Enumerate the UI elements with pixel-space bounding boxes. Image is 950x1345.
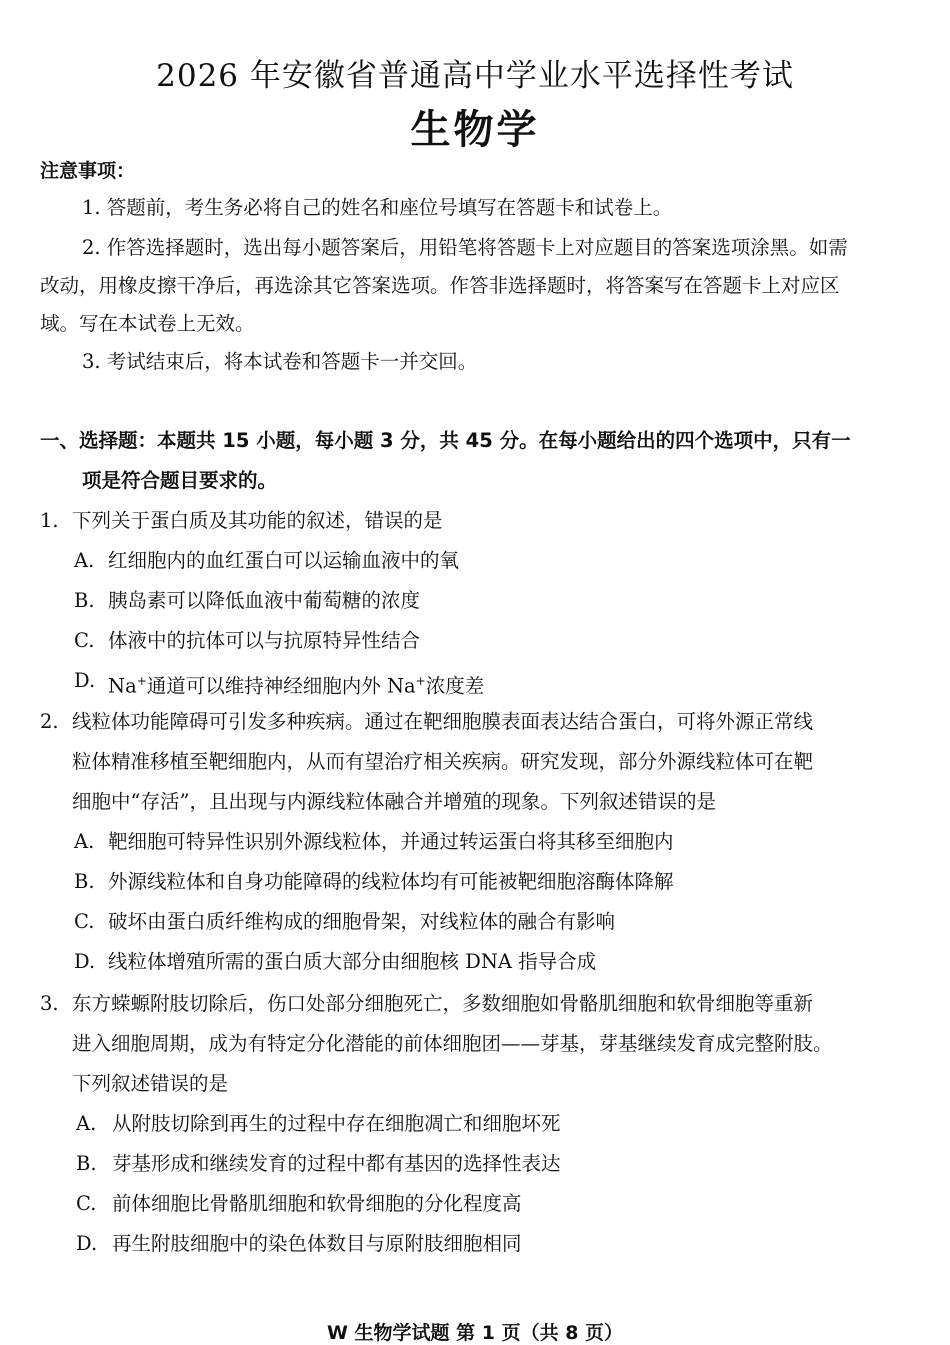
option-d-text-pre: Na: [108, 674, 137, 698]
option-letter: B.: [74, 870, 95, 893]
option-a-text: 红细胞内的血红蛋白可以运输血液中的氧: [108, 549, 460, 572]
option-letter: C.: [76, 1192, 97, 1215]
notice-item-2-line-2: 改动，用橡皮擦干净后，再选涂其它答案选项。作答非选择题时，将答案写在答题卡上对应区: [40, 274, 840, 297]
option-letter: B.: [74, 589, 95, 612]
option-d-text: [108, 669, 484, 699]
page-footer: W 生物学试题 第 1 页（共 8 页）: [326, 1322, 624, 1344]
option-b-text: 芽基形成和继续发育的过程中都有基因的选择性表达: [112, 1152, 561, 1175]
exam-title: 2026 年安徽省普通高中学业水平选择性考试: [156, 58, 794, 94]
question-stem-line: 细胞中“存活”，且出现与内源线粒体融合并增殖的现象。下列叙述错误的是: [72, 790, 716, 813]
question-number: 2.: [40, 710, 59, 733]
question-stem-line: 东方蝾螈附肢切除后，伤口处部分细胞死亡，多数细胞如骨骼肌细胞和软骨细胞等重新: [72, 992, 814, 1015]
option-letter: B.: [76, 1152, 97, 1175]
section-heading: [40, 421, 912, 501]
notice-heading: 注意事项：: [40, 160, 136, 182]
notice-item-2-line-1: 2. 作答选择题时，选出每小题答案后，用铅笔将答题卡上对应题目的答案选项涂黑。如需: [82, 236, 848, 259]
option-b-text: 外源线粒体和自身功能障碍的线粒体均有可能被靶细胞溶酶体降解: [108, 870, 674, 893]
notice-item-3: 3. 考试结束后，将本试卷和答题卡一并交回。: [82, 350, 478, 373]
notice-item-2-line-3: 域。写在本试卷上无效。: [40, 312, 255, 335]
question-stem-line: 粒体精准移植至靶细胞内，从而有望治疗相关疾病。研究发现，部分外源线粒体可在靶: [72, 750, 814, 773]
option-letter: C.: [74, 629, 95, 652]
option-letter: D.: [76, 1232, 98, 1255]
option-d-text: 线粒体增殖所需的蛋白质大部分由细胞核 DNA 指导合成: [108, 950, 597, 973]
question-number: 1.: [40, 509, 59, 532]
option-letter: D.: [74, 950, 96, 973]
option-a-text: 靶细胞可特异性识别外源线粒体，并通过转运蛋白将其移至细胞内: [108, 830, 674, 853]
option-d-text-mid: 通道可以维持神经细胞内外 Na: [146, 674, 416, 698]
option-d-text-post: 浓度差: [425, 674, 485, 698]
option-a-text: 从附肢切除到再生的过程中存在细胞凋亡和细胞坏死: [112, 1112, 561, 1135]
section-heading-line-2: 项是符合题目要求的。: [82, 469, 278, 492]
question-stem-line: 线粒体功能障碍可引发多种疾病。通过在靶细胞膜表面表达结合蛋白，可将外源正常线: [72, 710, 814, 733]
option-b-text: 胰岛素可以降低血液中葡萄糖的浓度: [108, 589, 421, 612]
superscript-plus: +: [136, 674, 147, 688]
subject-title: 生物学: [410, 107, 540, 153]
question-number: 3.: [40, 992, 59, 1015]
option-letter: C.: [74, 910, 95, 933]
option-d-text: 再生附肢细胞中的染色体数目与原附肢细胞相同: [112, 1232, 522, 1255]
question-stem-line: 进入细胞周期，成为有特定分化潜能的前体细胞团——芽基，芽基继续发育成完整附肢。: [72, 1032, 833, 1055]
option-letter: A.: [74, 549, 95, 572]
option-c-text: 前体细胞比骨骼肌细胞和软骨细胞的分化程度高: [112, 1192, 522, 1215]
option-letter: A.: [74, 830, 95, 853]
question-stem-line: 下列关于蛋白质及其功能的叙述，错误的是: [72, 509, 443, 532]
option-c-text: 体液中的抗体可以与抗原特异性结合: [108, 629, 421, 652]
section-heading-line-1: 一、选择题：本题共 15 小题，每小题 3 分，共 45 分。在每小题给出的四个选项中，只有一: [40, 429, 851, 452]
notice-item-1: 1. 答题前，考生务必将自己的姓名和座位号填写在答题卡和试卷上。: [82, 196, 673, 219]
option-letter: D.: [74, 669, 96, 692]
question-stem-line: 下列叙述错误的是: [72, 1072, 229, 1095]
option-letter: A.: [76, 1112, 97, 1135]
superscript-plus: +: [415, 674, 426, 688]
option-c-text: 破坏由蛋白质纤维构成的细胞骨架，对线粒体的融合有影响: [108, 910, 616, 933]
